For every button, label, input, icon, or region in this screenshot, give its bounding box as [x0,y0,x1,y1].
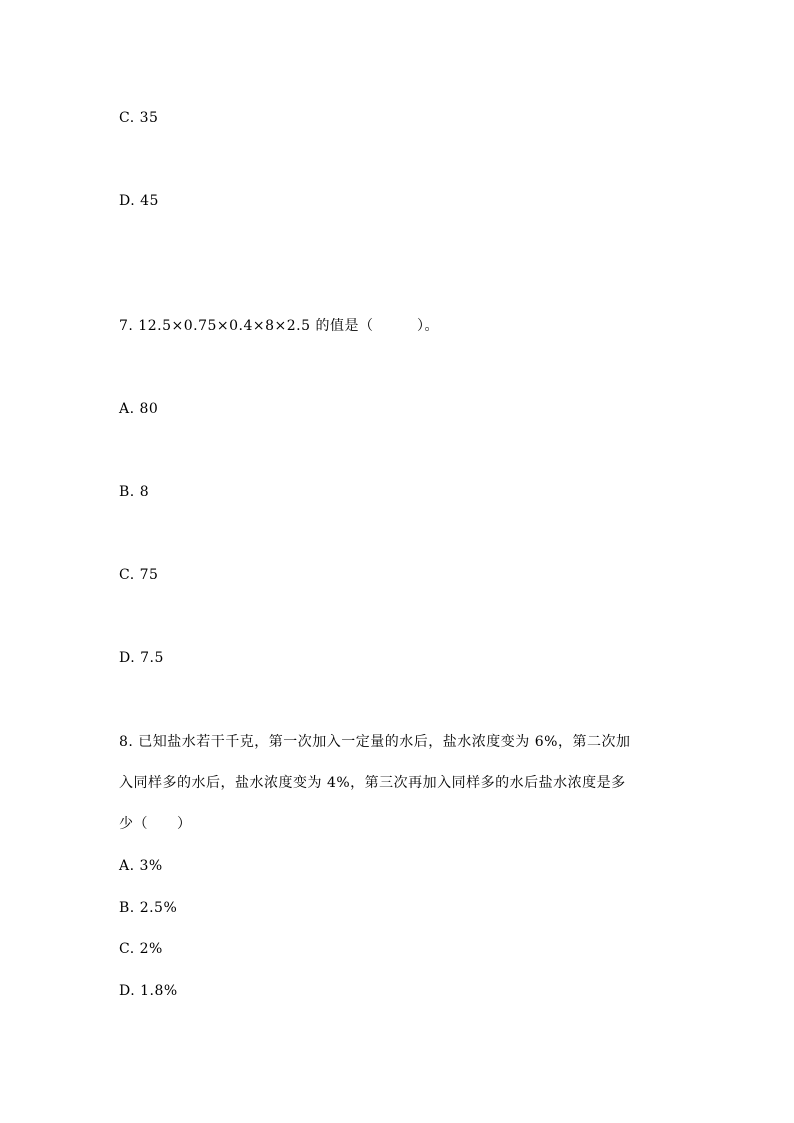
q6-option-d: D. 45 [119,193,159,209]
q8-option-b: B. 2.5% [119,900,178,916]
q7-option-c: C. 75 [119,567,159,583]
q6-option-c: C. 35 [119,110,159,126]
q8-stem-line: 少（ ） [119,816,192,832]
q7-stem: 7. 12.5×0.75×0.4×8×2.5 的值是（ ）。 [119,318,439,334]
q7-option-a: A. 80 [119,401,159,417]
q8-option-a: A. 3% [119,858,163,874]
q8-stem [119,733,691,833]
q8-option-c: C. 2% [119,941,163,957]
q8-stem-line: 8. 已知盐水若干千克，第一次加入一定量的水后，盐水浓度变为 6%，第二次加 [119,734,631,750]
q7-option-d: D. 7.5 [119,650,164,666]
q8-stem-line: 入同样多的水后，盐水浓度变为 4%，第三次再加入同样多的水后盐水浓度是多 [119,775,626,791]
q7-option-b: B. 8 [119,484,150,500]
q8-option-d: D. 1.8% [119,983,178,999]
